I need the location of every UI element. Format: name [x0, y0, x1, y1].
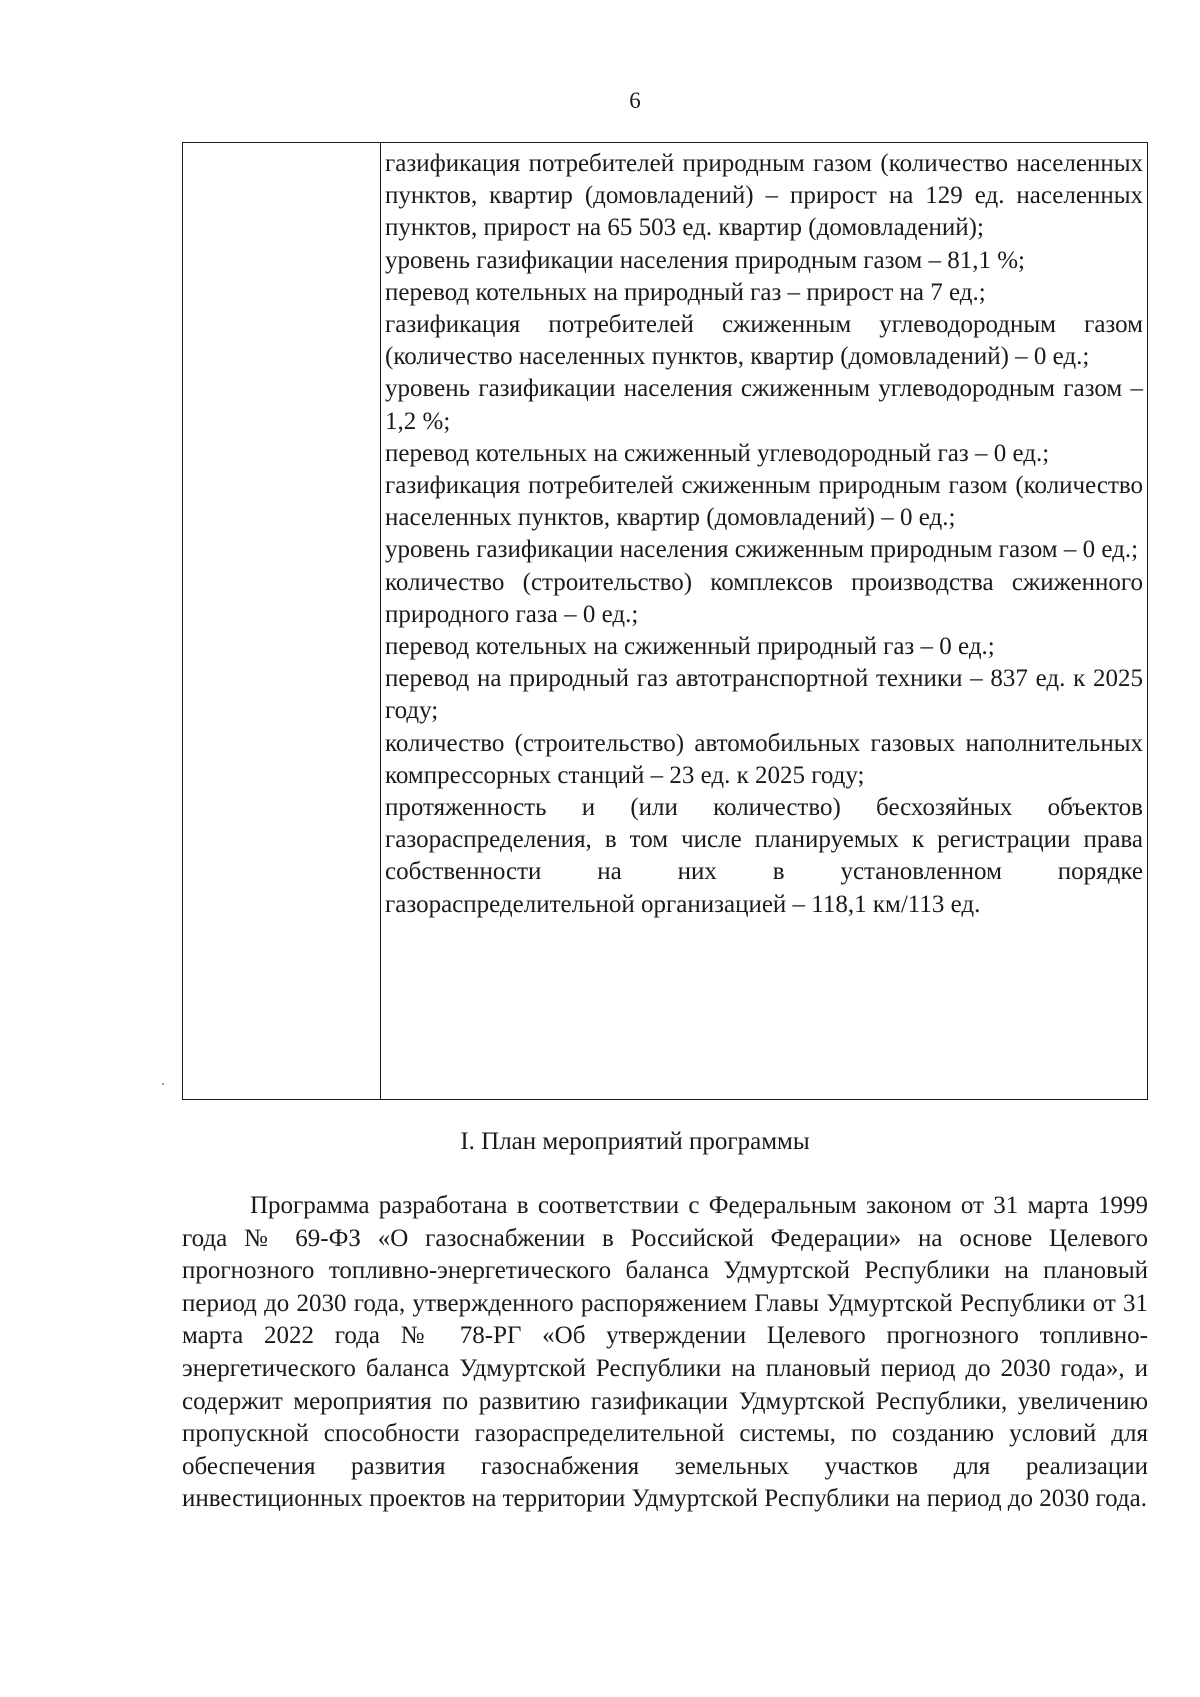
indicator-item: уровень газификации населения природным газом – 81,1 %;	[385, 246, 1025, 274]
indicator-item: уровень газификации населения сжиженным углеводородным газом – 1,2 %;	[385, 375, 1143, 435]
indicator-item: уровень газификации населения сжиженным природным газом – 0 ед.;	[385, 536, 1139, 564]
section-heading: I. План мероприятий программы	[460, 1128, 810, 1155]
indicator-item: газификация потребителей сжиженным природным газом (количество населенных пунктов, квартир (домовладений) – 0 ед.;	[385, 472, 1143, 532]
indicator-item: газификация потребителей сжиженным углеводородным газом (количество населенных пунктов, квартир (домовладений) – 0 ед.;	[385, 311, 1143, 371]
indicator-item: количество (строительство) автомобильных газовых наполнительных компрессорных станций – 23 ед. к 2025 году;	[385, 729, 1143, 789]
page-number: 6	[629, 88, 641, 113]
table-row	[183, 143, 1148, 1100]
indicator-item: перевод котельных на природный газ – прирост на 7 ед.;	[385, 278, 986, 306]
indicator-item: протяженность и (или количество) бесхозяйных объектов газораспределения, в том числе планируемых к регистрации права собственности на них в установленном порядке газораспределительной организацией – 118,1 км/113 ед.	[385, 794, 1143, 918]
indicator-item: количество (строительство) комплексов производства сжиженного природного газа – 0 ед.;	[385, 568, 1143, 628]
scan-dot	[162, 1083, 164, 1085]
indicator-item: перевод котельных на сжиженный природный газ – 0 ед.;	[385, 633, 995, 661]
table-empty-cell	[183, 143, 381, 1100]
indicator-item: перевод котельных на сжиженный углеводородный газ – 0 ед.;	[385, 439, 1050, 467]
indicators-cell	[381, 143, 1148, 1100]
indicator-item: перевод на природный газ автотранспортной техники – 837 ед. к 2025 году;	[385, 665, 1143, 725]
body-paragraph: Программа разработана в соответствии с Федеральным законом от 31 марта 1999 года № 69-ФЗ «О газоснабжении в Российской Федерации» на основе Целевого прогнозного топливно-энергетического баланса Удмуртской Республики на плановый период до 2030 года, утвержденного распоряжением Главы Удмуртской Республики от 31 марта 2022 года № 78-РГ «Об утверждении Целевого прогнозного топливно-энергетического баланса Удмуртской Республики на плановый период до 2030 года», и содержит мероприятия по развитию газификации Удмуртской Республики, увеличению пропускной способности газораспределительной системы, по созданию условий для обеспечения развития газоснабжения земельных участков для реализации инвестиционных проектов на территории Удмуртской Республики на период до 2030 года.	[182, 1192, 1148, 1513]
indicators-table	[182, 142, 1148, 1100]
indicator-item: газификация потребителей природным газом (количество населенных пунктов, квартир (домовладений) – прирост на 129 ед. населенных пунктов, прирост на 65 503 ед. квартир (домовладений);	[385, 150, 1143, 242]
